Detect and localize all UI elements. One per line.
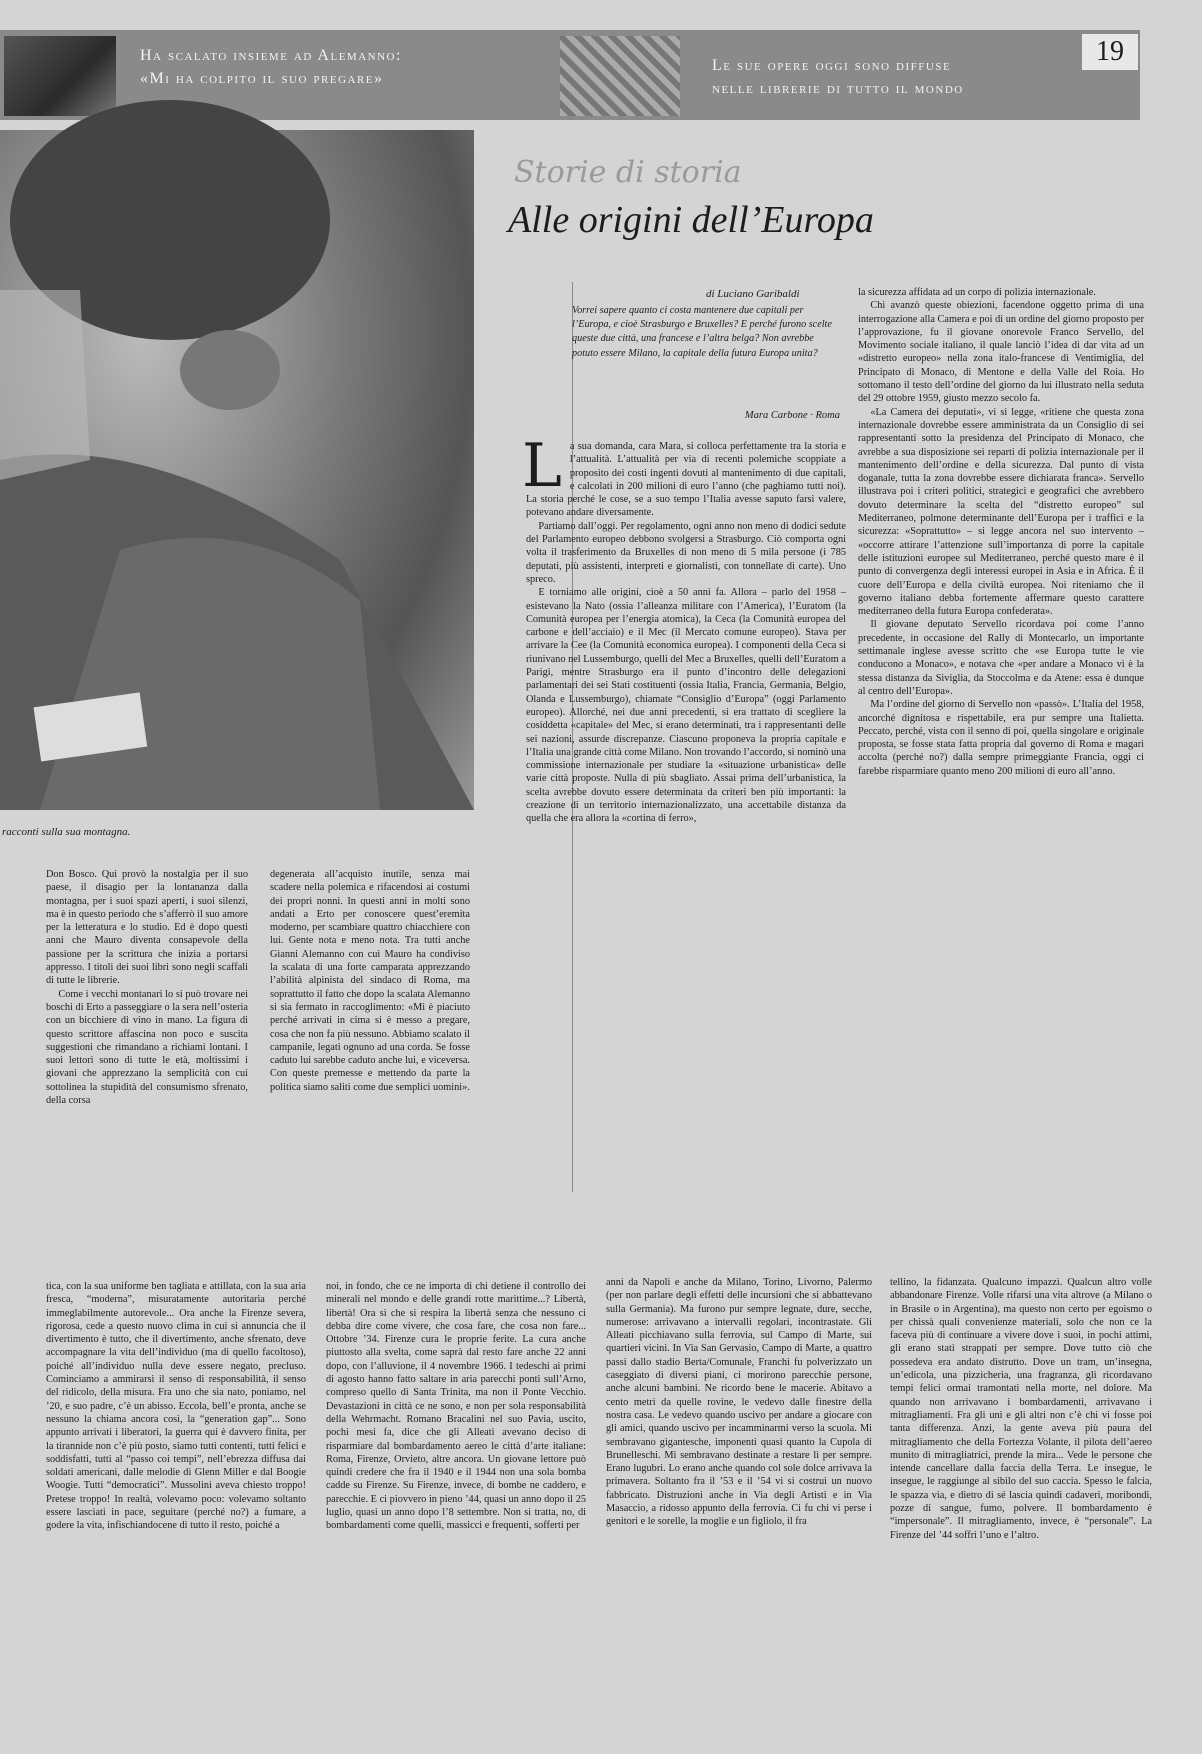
article-col1-p3: E torniamo alle origini, cioè a 50 anni fa. Allora – parlo del 1958 – esistevano la Nato (ossia l’alleanza militare con l’America), l’Euratom (la Comunità europea per l’energia atomica), la Ceca (la Comunità europea del carbone e dell’acciaio) e il Mec (il Mercato comune europeo). Stava per arrivare la Cee (la Comunità economica europea). I componenti della Ceca si riunivano nel Lussemburgo, quelli del Mec a Bruxelles, quelli dell’Euratom a Parigi, mentre Strasburgo era il punto d’incontro delle delegazioni parlamentari dei sei Stati costituenti (ossia Italia, Francia, Germania, Belgio, Olanda e Lussemburgo), chiamate “Consiglio d’Europa” (oggi Parlamento europeo). Allorché, nei due anni precedenti, si era trattato di scegliere la cosiddetta «capitale» del Mec, si erano determinati, tra i rappresentanti delle sei nazioni, assurde discrepanze. Ciascuno proponeva la propria capitale e l’Italia una grande città come Milano. Non trovando l’accordo, si nominò una commissione internazionale per studiare la «situazione urbanistica» delle varie città proposte. Nulla di più sbagliato. Assai prima dell’urbanistica, la scelta avrebbe dovuto essere determinata da criteri ben più importanti: la creazione di un territorio internazionalizzato, una accettabile distanza da quella che era allora la «cortina di ferro», [526,587,846,825]
article-col1 [522,431,846,1190]
article-col2-p3: «La Camera dei deputati», vi si legge, «ritiene che questa zona internazionale dovrebbe essere amministrata da un Consiglio di sei rappresentanti sotto la presidenza del Principato di Monaco, che avrebbe a sua disposizione sei reparti di polizia internazionale per il mantenimento dell’ordine e della sicurezza. Dal punto di vista doganale, tutta la zona dovrebbe essere dichiarata franca». Servello illustrava poi i criteri politici, strategici e geografici che avrebbero dovuto determinare la scelta del “distretto europeo” sul Mediterraneo, polmone determinante dell’Europa per i traffici e la sicurezza: «Soprattutto» – si legge ancora nel suo intervento – «occorre attirare l’attenzione sull’importanza di porre la capitale delle istituzioni europee sul Mediterraneo, perché questo mare è il punto di convergenza degli interessi europei in Asia e in Africa. È il cuore dell’Europa e della civiltà europea. Noi riteniamo che il governo italiano debba fortemente affermare questo carattere mediterraneo della futura Europa confederata». [858,406,1144,618]
banner-photo-books [560,36,680,116]
photo-caption: racconti sulla sua montagna. [2,826,131,838]
article-col2-p5: Ma l’ordine del giorno di Servello non «passò». L’Italia del 1958, ancorché dignitosa e rispettabile, era pur sempre una Italietta. Peccato, perché, vista con il senno di poi, quella singolare e originale proposta, se fosse stata fatta propria dal governo di Roma e magari accolta (perché no?) dalla sempre primeggiante Francia, oggi ci farebbe risparmiare quanto meno 200 milioni di euro all’anno. [858,699,1144,777]
banner-photo-portrait [4,36,116,116]
article-kicker: Storie di storia [514,155,742,190]
side-col2-p1: degenerata all’acquisto inutile, senza mai scadere nella polemica e rifacendosi ai costumi dei propri nonni. In questi anni in molti sono andati a Erto per conoscere quest’eremita moderno, per scambiare quattro chiacchiere con lui. Gente nota e meno nota. Tra tutti anche Gianni Alemanno con cui Mauro ha condiviso la scalata di una forte camparata apprezzando l’abilità alpinista del sindaco di Roma, ma soprattutto il fatto che dopo la scalata Alemanno si sia fermato in raccoglimento: «Mi è piaciuto perché arrivati in cima si è messo a pregare, cosa che non fa più nessuno. Abbiamo scalato il campanile, legati ognuno ad una corda. Se fosse caduto lui sarebbe caduto anche lui, e viceversa. Con queste premesse e mettendo da parte la politica siamo saliti come due semplici uomini». [270,869,470,1093]
article-byline: di Luciano Garibaldi [706,288,800,300]
main-photo [0,130,474,810]
bottom-col4-text: tellino, la fidanzata. Qualcuno impazzì. Qualcun altro volle abbandonare Firenze. Volle rifarsi una vita altrove (a Milano o in Brasile o in Argentina), ma questo non certo per egoismo o per chissà quali convenienze materiali, solo che non ce la faceva più di continuare a vivere dove i suoi, in pochi attimi, gli erano stati strappati per sempre. Dove tutto ciò che possedeva era andato distrutto. Dove un tram, un’insegna, un’edicola, una pizzicheria, una fragranza, gli ricordavano tempi felici ormai tramontati nella morte, nel dolore. Ma quando non arrivavano i bombardamenti, arrivavano i mitragliamenti. Fra gli uni e gli altri non c’è chi vi fosse poi tanta differenza. Anzi, la gente aveva più paura del mitragliamento che della Fortezza Volante, il pilota dell’aereo munito di mitragliatrici, prende la mira... Vede le persone che intende cancellare dalla faccia della Terra. Le insegue, le insegue, le raggiunge al sibilo del suo caccia. Spesso le falcia, le spazza via, e dietro di sé lascia quindi cadaveri, moribondi, pozze di sangue, fumo, polvere. Il bombardamento è “impersonale”. Il mitragliamento, invece, è “personale”. La Firenze del ’44 soffrì l’uno e l’altro. [890,1277,1152,1541]
bottom-article-col4 [890,1276,1152,1740]
article-col2 [858,286,1144,1196]
banner-teaser-2-line1: Le sue opere oggi sono diffuse [712,57,952,74]
reader-letter: Vorrei sapere quanto ci costa mantenere due capitali per l’Europa, e cioè Strasburgo e Bruxelles? E perché furono scelte queste due città, una francese e l’altra belga? Non avrebbe potuto essere Milano, la capitale della futura Europa unita? [572,305,832,359]
article-col2-p1: la sicurezza affidata ad un corpo di polizia internazionale. [858,287,1096,298]
bottom-article-col1 [46,1280,306,1740]
side-col1-p2: Come i vecchi montanari lo si può trovare nei boschi di Erto a passeggiare o la sera nell’osteria con un bicchiere di vino in mano. La figura di questo scrittore affascina non poco e suscita suggestioni che rimandano a richiami lontani. I suoi lettori sono di tutte le età, moltissimi i giovani che apprezzano la semplicità con cui sottolinea la stupidità del consumismo sfrenato, della corsa [46,988,248,1107]
article-title: Alle origini dell’Europa [508,199,874,241]
side-col1-p1: Don Bosco. Qui provò la nostalgia per il suo paese, il disagio per la lontananza dalla montagna, per i suoi spazi aperti, i suoi silenzi, ma è in questo periodo che s’afferrò il suo amore per la letteratura e lo studio. Ed è dopo questi anni che Mauro diventa consapevole della passione per la scrittura che inizia a portarsi appresso. I titoli dei suoi libri sono negli scaffali di tutte le librerie. [46,869,248,987]
banner-teaser-1-line2: «Mi ha colpito il suo pregare» [140,70,384,87]
page-number: 19 [1082,34,1138,70]
article-col1-p1: a sua domanda, cara Mara, si colloca perfettamente tra la storia e l’attualità. L’attualità per via di recenti polemiche scoppiate a proposito dei costi ingenti dovuti al mantenimento di due capitali, e calcolati in 200 milioni di euro l’anno (che paghiamo tutti noi). La storia perché le cose, se a suo tempo l’Italia avesse saputo farsi valere, potevano andare diversamente. [526,441,846,519]
letter-signature: Mara Carbone · Roma [744,410,840,421]
bottom-col1-text: tica, con la sua uniforme ben tagliata e attillata, con la sua aria fresca, “moderna”, misuratamente autoritaria perché immeglabilmente autorevole... Ora anche la Firenze severa, rigorosa, cede a questo nuovo clima in cui si annuncia che il divertimento è tutto, che il divertimento, anche sfrenato, deve accompagnare la vita dell’individuo (ma di quello facoltoso), poiché all’individuo nulla deve essere negato, precluso. Cominciamo a ammirarsi il senso di responsabilità, il senso del ridicolo, della misura. Fra uno che sia nato, poniamo, nel ’20, e suo padre, c’è un abisso. Eccola, bell’e pronta, anche se nessuno la chiama ancora così, la “generation gap”... Sono appunto arrivati i liberatori, la guerra qui è davvero finita, per la tirannide non c’è più posto, siamo tutti contenti, tutti felici e soddisfatti, tutti al “passo coi tempi”, nell’ebrezza diffusa dai soldati americani, dalle melodie di Glenn Miller e dal Boogie Woogie. Tutti “democratici”. Mussolini aveva chiesto troppo! Pretese troppo! In realtà, volevamo poco: volevamo soltanto essere lasciati in pace, seguitare (perché no?) a fumare, a godere la vita, infischiandocene di tutto il resto, poiché a [46,1281,306,1532]
bottom-col3-text: anni da Napoli e anche da Milano, Torino, Livorno, Palermo (per non parlare degli effetti delle incursioni che si abbattevano sulla Germania). Ma furono pur sempre legnate, dure, secche, numerose: arrivavano a intervalli regolari, incontrastate. Gli Alleati picchiavano sulla ferrovia, sul Campo di Marte, sui quartieri vicini. In Via San Gervasio, Campo di Marte, a quattro passi dallo stadio Berta/Comunale, Franchi fu polverizzato un caseggiato di diversi piani, ci morirono parecchie persone, anche alcuni bambini. Ne ricordo bene le macerie. Abitavo a cento metri da quelle rovine, le vedevo dalle finestre della nostra casa. Le vedevo quando uscivo per andare a giocare con gli amici, quando uscivo per incamminarmi verso la scuola. Mi sembravano gigantesche, imponenti quasi quanto la Cupola di Brunelleschi. Mi sembravano destinate a restare lì per sempre. Erano lugubri. Lo erano anche quando col sole dolce arrivava la primavera. Soltanto fra il ’53 e il ’54 vi si costruì un nuovo fabbricato. Distruzioni anche in Via degli Artisti e in Via Masaccio, a ridosso appunto della ferrovia. Ci fu chi vi perse i genitori e le sorelle, la moglie e un figliolo, il fra [606,1277,872,1528]
banner-teaser-1[interactable] [140,44,402,90]
bottom-article-col3 [606,1276,872,1740]
photo-shirt-text: ███ [34,692,147,761]
photo-illustration [0,130,474,810]
banner-teaser-1-line1: Ha scalato insieme ad Alemanno: [140,47,402,64]
bottom-article-col2 [326,1280,586,1740]
article-col1-p2: Partiamo dall’oggi. Per regolamento, ogni anno non meno di dodici sedute del Parlamento europeo debbono svolgersi a Strasburgo. Ciò comporta ogni volta il trasferimento da Bruxelles di non meno di 5 mila persone (i 785 deputati, più assistenti, interpreti e giornalisti, con tonnellate di carte). Uno spreco. [526,520,846,585]
side-article-col1 [46,868,248,1107]
article-col2-p2: Chi avanzò queste obiezioni, facendone oggetto prima di una interrogazione alla Camera e poi di un ordine del giorno proposto per l’approvazione, fu il giovane onorevole Franco Servello, del Movimento sociale italiano, il quale lanciò l’idea di dar vita ad un «distretto europeo» nella zona italo-francese di Ventimiglia, del Principato di Monaco, di Mentone e della Valle del Roia. Ho sottomano il testo dell’ordine del giorno da lui illustrato nella seduta del 29 ottobre 1959, giusto mezzo secolo fa. [858,300,1144,405]
drop-cap: L [522,431,562,501]
bottom-col2-text: noi, in fondo, che ce ne importa di chi detiene il controllo dei minerali nel mondo e delle grandi rotte marittime...? Libertà, libertà! Ora sì che si respira la libertà senza che nessuno ci debba dire come vivere, che cosa fare, che cosa non fare... Ottobre ’34. Firenze cura le proprie ferite. La cura anche piuttosto alla svelta, come saprà dal resto fare anche 22 anni dopo, con l’alluvione, il 4 novembre 1966. I tedeschi ai primi di agosto hanno fatto saltare in aria parecchi ponti sull’Arno, compreso quello di Santa Trinita, ma non il Ponte Vecchio. Devastazioni in città ce ne sono, e non per sola responsabilità della Wehrmacht. Romano Bracalini nel suo Pavia, uscito, pochi mesi fa, dice che gli Alleati avevano deciso di risparmiare dal bombardamento aereo le città d’arte italiane: Roma, Firenze, Orvieto, altre ancora. Un giovane lettore può quindi credere che fra il 1940 e il 1944 non una sola bomba cadde su Firenze. Su Firenze, invece, di bombe ne caddero, e parecchie. E ci piovvero in pieno ’44, quasi un anno dopo il 25 luglio, quasi un anno dopo l’8 settembre. Non si tratta, no, di bombardamenti come quelli, massicci e frequenti, sofferti per [326,1281,586,1532]
banner-teaser-2[interactable] [712,54,964,100]
side-article-col2 [270,868,470,1094]
article-col2-p4: Il giovane deputato Servello ricordava poi come l’anno precedente, in occasione del Rally di Montecarlo, un importante settimanale inglese avesse scritto che «se Europa tutte le vie conducono a Monaco», e notava che «per andare a Monaco vi è la stessa distanza da Siviglia, da Stoccolma e da Atene: essa è dunque al centro dell’Europa». [858,619,1144,697]
banner-teaser-2-line2: nelle librerie di tutto il mondo [712,80,964,97]
